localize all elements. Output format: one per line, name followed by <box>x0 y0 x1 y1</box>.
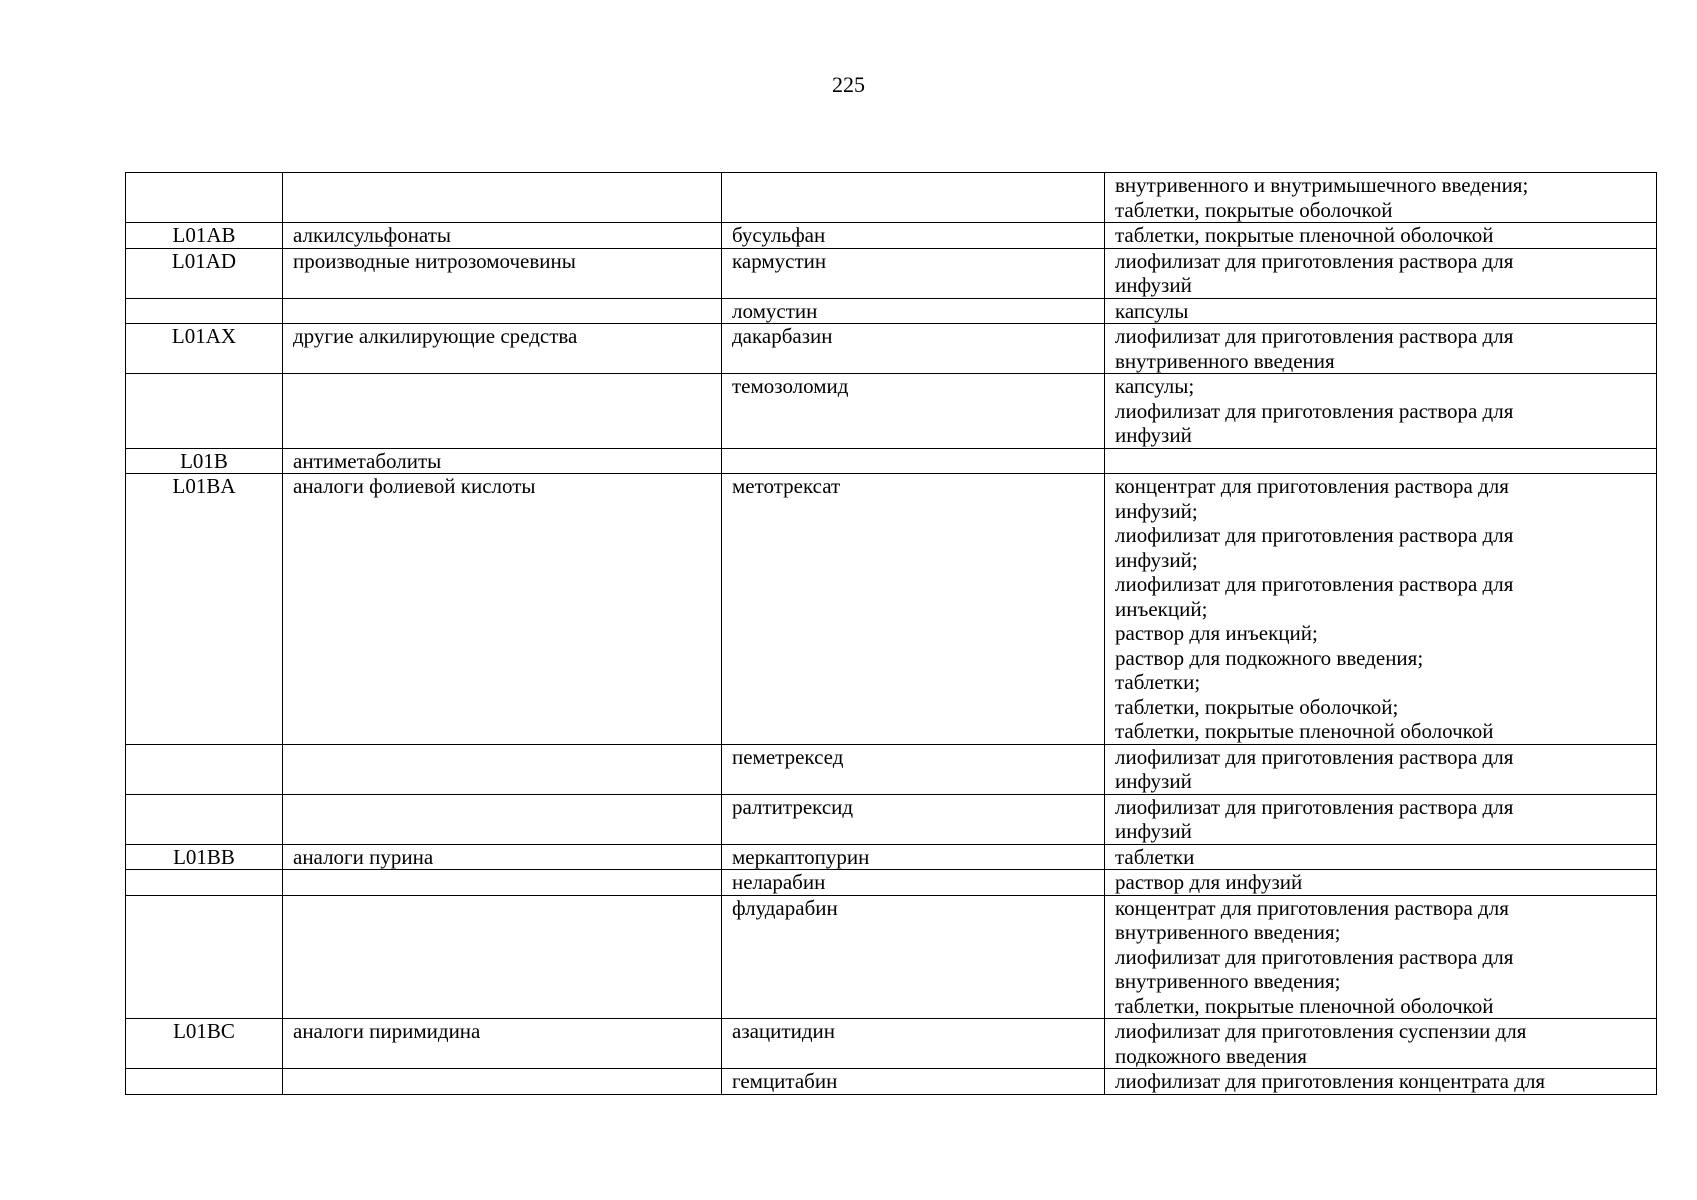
atc-code-cell <box>126 794 283 844</box>
dosage-forms-cell <box>1105 448 1657 474</box>
dosage-forms-cell <box>1105 374 1657 449</box>
dosage-form-line: раствор для инфузий <box>1115 870 1303 894</box>
group-name-cell <box>283 374 722 449</box>
dosage-form-line: инфузий <box>1115 273 1192 297</box>
dosage-form-line: таблетки, покрытые пленочной оболочкой <box>1115 223 1494 247</box>
dosage-form-line: лиофилизат для приготовления раствора для <box>1115 398 1514 423</box>
dosage-form-line: лиофилизат для приготовления концентрата для <box>1115 1069 1546 1093</box>
drug-name-cell: кармустин <box>722 248 1105 298</box>
drug-name-cell: флударабин <box>722 895 1105 1019</box>
atc-code-cell: L01BB <box>126 844 283 870</box>
dosage-form-line: инфузий; <box>1115 547 1198 572</box>
dosage-forms-cell <box>1105 248 1657 298</box>
drug-name-cell: неларабин <box>722 870 1105 896</box>
dosage-forms-cell <box>1105 474 1657 745</box>
dosage-form-line: инфузий <box>1115 819 1192 843</box>
group-name-cell: аналоги пурина <box>283 844 722 870</box>
drug-name-cell: метотрексат <box>722 474 1105 745</box>
group-name-cell: антиметаболиты <box>283 448 722 474</box>
group-name-cell: алкилсульфонаты <box>283 223 722 249</box>
dosage-forms-cell <box>1105 173 1657 223</box>
dosage-forms-cell <box>1105 895 1657 1019</box>
atc-code-cell <box>126 173 283 223</box>
table-body <box>126 173 1657 1095</box>
atc-code-cell <box>126 870 283 896</box>
atc-code-cell <box>126 1069 283 1095</box>
dosage-form-line: подкожного введения <box>1115 1043 1307 1068</box>
atc-code-cell: L01AB <box>126 223 283 249</box>
table-row <box>126 173 1657 223</box>
group-name-cell: производные нитрозомочевины <box>283 248 722 298</box>
dosage-form-line: лиофилизат для приготовления раствора для <box>1115 523 1514 547</box>
table-row <box>126 794 1657 844</box>
group-name-cell <box>283 895 722 1019</box>
dosage-form-line: таблетки <box>1115 844 1195 869</box>
dosage-form-line: лиофилизат для приготовления раствора для <box>1115 324 1514 348</box>
dosage-form-line: внутривенного и внутримышечного введения; <box>1115 173 1529 197</box>
dosage-form-line: внутривенного введения <box>1115 348 1335 373</box>
table-row <box>126 844 1657 870</box>
dosage-form-line: инфузий; <box>1115 498 1198 523</box>
table-row <box>126 324 1657 374</box>
drug-name-cell: меркаптопурин <box>722 844 1105 870</box>
table-row <box>126 870 1657 896</box>
dosage-forms-cell <box>1105 794 1657 844</box>
dosage-form-line: лиофилизат для приготовления раствора для <box>1115 944 1514 969</box>
dosage-forms-cell <box>1105 870 1657 896</box>
dosage-form-line: внутривенного введения; <box>1115 969 1341 993</box>
dosage-form-line: раствор для подкожного введения; <box>1115 645 1424 670</box>
table-row <box>126 1019 1657 1069</box>
drug-name-cell: темозоломид <box>722 374 1105 449</box>
dosage-form-line: капсулы; <box>1115 374 1195 398</box>
group-name-cell <box>283 173 722 223</box>
dosage-forms-cell <box>1105 1069 1657 1095</box>
drug-name-cell: пеметрексед <box>722 744 1105 794</box>
dosage-form-line: таблетки, покрытые пленочной оболочкой <box>1115 719 1494 743</box>
dosage-form-line: концентрат для приготовления раствора для <box>1115 895 1509 920</box>
group-name-cell <box>283 870 722 896</box>
group-name-cell: другие алкилирующие средства <box>283 324 722 374</box>
table-row <box>126 248 1657 298</box>
atc-code-cell <box>126 298 283 324</box>
drug-name-cell <box>722 448 1105 474</box>
dosage-form-line: концентрат для приготовления раствора для <box>1115 474 1509 498</box>
dosage-forms-cell <box>1105 324 1657 374</box>
page-number: 225 <box>832 72 865 97</box>
atc-code-cell: L01BA <box>126 474 283 745</box>
drug-name-cell: гемцитабин <box>722 1069 1105 1095</box>
dosage-form-line: лиофилизат для приготовления раствора для <box>1115 572 1514 596</box>
dosage-form-line: инъекций; <box>1115 596 1208 621</box>
dosage-form-line: капсулы <box>1115 298 1189 323</box>
dosage-forms-cell <box>1105 744 1657 794</box>
group-name-cell: аналоги пиримидина <box>283 1019 722 1069</box>
atc-code-cell: L01BC <box>126 1019 283 1069</box>
drug-name-cell: азацитидин <box>722 1019 1105 1069</box>
group-name-cell <box>283 744 722 794</box>
dosage-form-line: лиофилизат для приготовления суспензии для <box>1115 1019 1527 1043</box>
dosage-forms-cell <box>1105 223 1657 249</box>
dosage-form-line: таблетки, покрытые оболочкой; <box>1115 694 1399 719</box>
group-name-cell <box>283 298 722 324</box>
dosage-form-line: лиофилизат для приготовления раствора для <box>1115 248 1514 273</box>
dosage-form-line: внутривенного введения; <box>1115 920 1341 944</box>
dosage-form-line: таблетки, покрытые пленочной оболочкой <box>1115 993 1494 1018</box>
group-name-cell: аналоги фолиевой кислоты <box>283 474 722 745</box>
drug-name-cell: ломустин <box>722 298 1105 324</box>
atc-code-cell: L01AD <box>126 248 283 298</box>
table-row <box>126 298 1657 324</box>
drug-name-cell: дакарбазин <box>722 324 1105 374</box>
dosage-form-line: лиофилизат для приготовления раствора для <box>1115 794 1514 819</box>
table-row <box>126 448 1657 474</box>
drug-name-cell: бусульфан <box>722 223 1105 249</box>
group-name-cell <box>283 1069 722 1095</box>
dosage-forms-cell <box>1105 298 1657 324</box>
drug-name-cell <box>722 173 1105 223</box>
atc-code-cell <box>126 374 283 449</box>
drug-table <box>125 172 1657 1095</box>
table-row <box>126 474 1657 745</box>
table-row <box>126 895 1657 1019</box>
dosage-form-line: инфузий <box>1115 769 1192 793</box>
dosage-form-line: инфузий <box>1115 423 1192 447</box>
atc-code-cell: L01B <box>126 448 283 474</box>
dosage-form-line: таблетки; <box>1115 670 1201 694</box>
atc-code-cell: L01AX <box>126 324 283 374</box>
dosage-form-line: раствор для инъекций; <box>1115 621 1318 645</box>
table-row <box>126 223 1657 249</box>
table-row <box>126 744 1657 794</box>
group-name-cell <box>283 794 722 844</box>
atc-code-cell <box>126 744 283 794</box>
dosage-form-line: лиофилизат для приготовления раствора для <box>1115 744 1514 769</box>
dosage-form-line: таблетки, покрытые оболочкой <box>1115 197 1393 222</box>
dosage-forms-cell <box>1105 1019 1657 1069</box>
dosage-forms-cell <box>1105 844 1657 870</box>
drug-name-cell: ралтитрексид <box>722 794 1105 844</box>
table-row <box>126 1069 1657 1095</box>
atc-code-cell <box>126 895 283 1019</box>
table-row <box>126 374 1657 449</box>
